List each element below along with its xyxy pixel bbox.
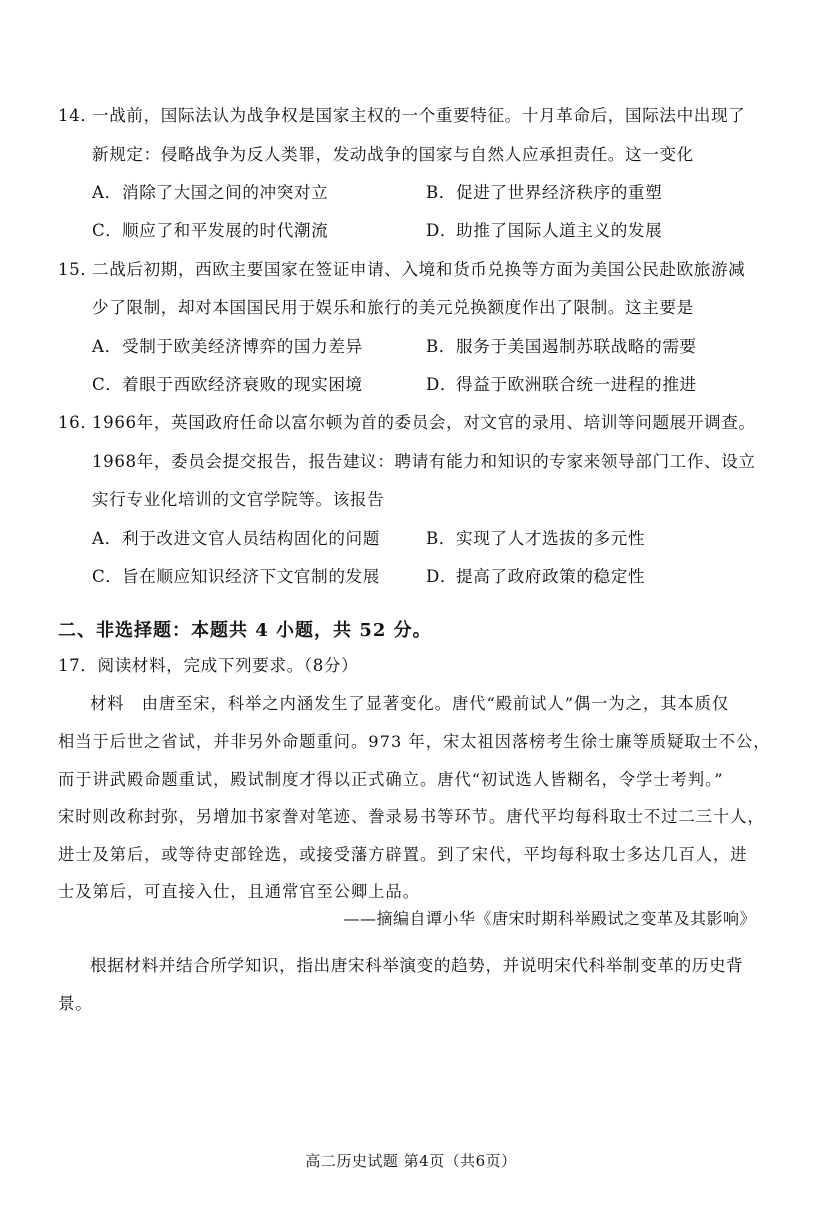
- section-title: 二、非选择题：本题共 4 小题，共 52 分。: [58, 620, 432, 641]
- question-14-option-b: B．促进了世界经济秩序的重塑: [426, 183, 663, 202]
- question-14-line-2: 新规定：侵略战争为反人类罪，发动战争的国家与自然人应承担责任。这一变化: [92, 145, 694, 164]
- question-16-line-2: 1968年，委员会提交报告，报告建议：聘请有能力和知识的专家来领导部门工作、设立: [92, 452, 756, 471]
- page-footer: 高二历史试题 第4页（共6页）: [305, 1152, 517, 1170]
- task-line-2: 景。: [58, 994, 93, 1013]
- question-17-prompt: 17．阅读材料，完成下列要求。（8分）: [58, 656, 359, 675]
- question-14-option-c: C．顺应了和平发展的时代潮流: [92, 221, 329, 240]
- question-16-option-c: C．旨在顺应知识经济下文官制的发展: [92, 567, 380, 586]
- question-16-line-3: 实行专业化培训的文官学院等。该报告: [92, 490, 385, 509]
- question-14-option-d: D．助推了国际人道主义的发展: [426, 221, 663, 240]
- question-14-line-1: 14．一战前，国际法认为战争权是国家主权的一个重要特征。十月革命后，国际法中出现了: [58, 106, 746, 125]
- material-line-3: 而于讲武殿命题重试，殿试制度才得以正式确立。唐代“初试选人皆糊名，令学士考判。”: [58, 770, 724, 789]
- material-line-4: 宋时则改称封弥，另增加书家誊对笔迹、誊录易书等环节。唐代平均每科取士不过二三十人，: [58, 807, 765, 826]
- material-line-5: 进士及第后，或等待吏部铨选，或接受藩方辟置。到了宋代，平均每科取士多达几百人，进: [58, 845, 748, 864]
- question-14-option-a: A．消除了大国之间的冲突对立: [92, 183, 329, 202]
- question-15-option-a: A．受制于欧美经济博弈的国力差异: [92, 337, 363, 356]
- question-15-option-b: B．服务于美国遏制苏联战略的需要: [426, 337, 697, 356]
- material-line-1: 材料 由唐至宋，科举之内涵发生了显著变化。唐代“殿前试人”偶一为之，其本质仅: [90, 694, 730, 713]
- material-line-6: 士及第后，可直接入仕，且通常官至公卿上品。: [58, 882, 420, 901]
- question-16-option-d: D．提高了政府政策的稳定性: [426, 567, 646, 586]
- question-16-option-b: B．实现了人才选拔的多元性: [426, 529, 646, 548]
- material-line-2: 相当于后世之省试，并非另外命题重问。973 年，宋太祖因落榜考生徐士廉等质疑取士不公，: [58, 732, 771, 751]
- material-source: ——摘编自谭小华《唐宋时期科举殿试之变革及其影响》: [343, 909, 756, 928]
- task-line-1: 根据材料并结合所学知识，指出唐宋科举演变的趋势，并说明宋代科举制变革的历史背: [90, 956, 744, 975]
- question-15-line-1: 15．二战后初期，西欧主要国家在签证申请、入境和货币兑换等方面为美国公民赴欧旅游减: [58, 260, 746, 279]
- question-15-option-c: C．着眼于西欧经济衰败的现实困境: [92, 375, 363, 394]
- question-16-line-1: 16．1966年，英国政府任命以富尔顿为首的委员会，对文官的录用、培训等问题展开调查。: [58, 413, 756, 432]
- question-15-line-2: 少了限制，却对本国国民用于娱乐和旅行的美元兑换额度作出了限制。这主要是: [92, 298, 694, 317]
- question-15-option-d: D．得益于欧洲联合统一进程的推进: [426, 375, 697, 394]
- question-16-option-a: A．利于改进文官人员结构固化的问题: [92, 529, 380, 548]
